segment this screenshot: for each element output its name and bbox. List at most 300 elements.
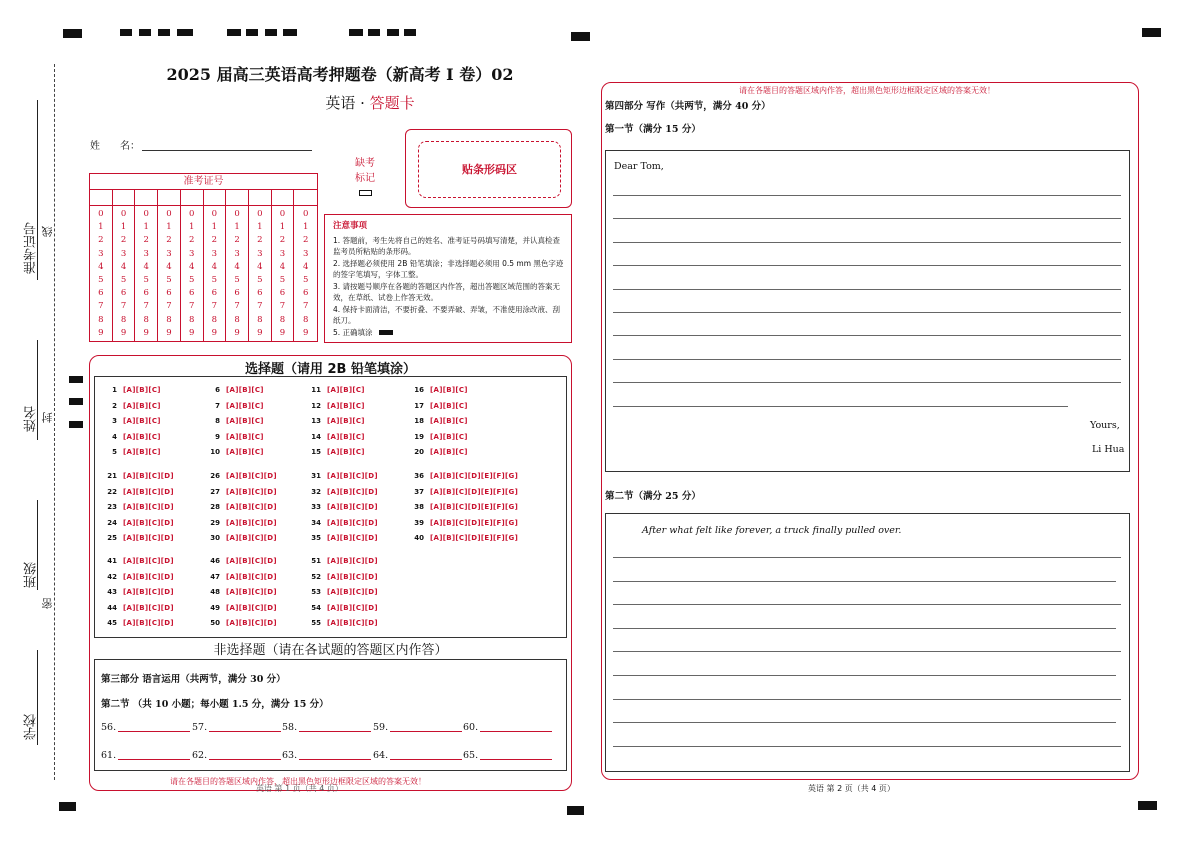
writing-line[interactable] [613, 406, 1068, 407]
blank-item [192, 722, 281, 733]
question-item [307, 433, 365, 441]
ticket-digit-option[interactable]: 0 [302, 209, 309, 219]
blank-item [463, 722, 552, 733]
writing-section2-box[interactable] [605, 513, 1130, 772]
answer-options[interactable]: [A][B][C][D] [123, 518, 174, 527]
ticket-digit-option[interactable]: 9 [98, 327, 104, 338]
ticket-digit-option[interactable]: 7 [143, 301, 149, 312]
ticket-digit-option[interactable]: 6 [143, 288, 149, 299]
answer-options[interactable]: [A][B][C] [226, 417, 264, 426]
ticket-digit-column[interactable] [90, 206, 113, 341]
question-number: 53 [311, 588, 321, 597]
ticket-digit-column[interactable] [294, 206, 317, 341]
ticket-digit-option[interactable]: 7 [257, 301, 263, 312]
question-item [410, 503, 518, 511]
answer-options[interactable]: [A][B][C] [123, 417, 161, 426]
ticket-digit-option[interactable]: 5 [211, 275, 218, 286]
ticket-digit-option[interactable]: 3 [302, 248, 309, 259]
ticket-digit-option[interactable]: 4 [234, 261, 240, 272]
ticket-digit-option[interactable]: 3 [234, 248, 240, 259]
question-item [410, 448, 468, 456]
ticket-digit-column[interactable] [135, 206, 158, 341]
writing-line[interactable] [613, 651, 1121, 652]
ticket-digit-option[interactable]: 4 [98, 261, 104, 272]
ticket-digit-option[interactable]: 2 [120, 235, 127, 246]
ticket-digit-column[interactable] [204, 206, 227, 341]
question-item [410, 433, 468, 441]
registration-mark [59, 802, 76, 811]
blank-item [463, 750, 552, 761]
writing-line[interactable] [613, 242, 1121, 243]
writing-line[interactable] [613, 335, 1121, 336]
ticket-digit-option[interactable]: 8 [188, 314, 195, 325]
answer-options[interactable]: [A][B][C][D] [123, 534, 174, 543]
question-number: 44 [107, 603, 117, 612]
ticket-digit-option[interactable]: 9 [166, 327, 172, 338]
answer-options[interactable]: [A][B][C][D][E][F][G] [430, 487, 519, 496]
ticket-number-grid [89, 173, 318, 342]
boundary-warning: 请在各题目的答题区域内作答，超出黑色矩形边框限定区域的答案无效！ [739, 86, 995, 95]
ticket-digit-option[interactable]: 3 [257, 248, 263, 259]
question-item [103, 519, 174, 527]
blank-number: 62. [192, 750, 208, 761]
ticket-digit-option[interactable]: 6 [188, 288, 195, 299]
ticket-digit-option[interactable]: 9 [257, 327, 263, 338]
ticket-digit-option[interactable]: 7 [166, 301, 172, 312]
ticket-digit-option[interactable]: 8 [257, 314, 263, 325]
ticket-digit-option[interactable]: 3 [188, 248, 195, 259]
ticket-digit-option[interactable]: 7 [211, 301, 218, 312]
page-number: 英语 第 2 页（共 4 页） [808, 784, 895, 793]
ticket-digit-option[interactable]: 1 [279, 222, 286, 233]
ticket-digit-option[interactable]: 9 [302, 327, 309, 338]
registration-mark [246, 29, 258, 36]
question-number: 15 [311, 448, 321, 457]
ticket-digit-option[interactable]: 4 [257, 261, 263, 272]
writing-line[interactable] [613, 581, 1116, 582]
subject-label: 英语 · [325, 94, 370, 112]
ticket-digit-option[interactable]: 6 [279, 288, 286, 299]
writing-line[interactable] [613, 557, 1121, 558]
ticket-digit-option[interactable]: 4 [279, 261, 286, 272]
writing-line[interactable] [613, 722, 1116, 723]
answer-options[interactable]: [A][B][C][D] [123, 472, 174, 480]
answer-options[interactable]: [A][B][C][D] [123, 557, 174, 565]
question-number: 22 [107, 487, 117, 496]
ticket-digit-option[interactable]: 5 [279, 275, 286, 286]
answer-options[interactable]: [A][B][C][D] [226, 503, 277, 512]
class-line [37, 500, 38, 590]
ticket-digit-option[interactable]: 0 [143, 209, 149, 219]
answer-options[interactable]: [A][B][C][D] [123, 603, 174, 612]
question-item [103, 448, 161, 456]
answer-options[interactable]: [A][B][C][D] [226, 572, 277, 581]
answer-options[interactable]: [A][B][C] [327, 448, 365, 457]
blank-line[interactable] [209, 731, 281, 732]
page-subtitle [90, 92, 650, 113]
registration-mark [139, 29, 151, 36]
question-item [307, 588, 378, 596]
school-line [37, 650, 38, 745]
question-item [206, 402, 264, 410]
ticket-digit-option[interactable]: 6 [98, 288, 104, 299]
blank-line[interactable] [480, 731, 552, 732]
answer-options[interactable]: [A][B][C] [327, 432, 365, 441]
ticket-digit-option[interactable]: 7 [188, 301, 195, 312]
ticket-digit-option[interactable]: 2 [279, 235, 286, 246]
ticket-number-label: 准考证号 [24, 222, 39, 274]
ticket-digit-option[interactable]: 9 [143, 327, 149, 338]
ticket-digit-option[interactable]: 8 [279, 314, 286, 325]
ticket-digit-option[interactable]: 4 [166, 261, 172, 272]
question-item [206, 519, 277, 527]
answer-options[interactable]: [A][B][C][D] [226, 588, 277, 597]
ticket-digit-option[interactable]: 0 [279, 209, 286, 219]
blank-item [373, 722, 462, 733]
answer-options[interactable]: [A][B][C][D] [123, 588, 174, 597]
writing-line[interactable] [613, 195, 1121, 196]
blank-item [101, 750, 190, 761]
question-number: 33 [311, 503, 321, 512]
ticket-digit-option[interactable]: 2 [257, 235, 263, 246]
ticket-digit-option[interactable]: 8 [211, 314, 218, 325]
answer-options[interactable]: [A][B][C] [226, 432, 264, 441]
question-item [103, 588, 174, 596]
question-item [206, 448, 264, 456]
question-item [307, 402, 365, 410]
question-item [307, 604, 378, 612]
writing-line[interactable] [613, 359, 1121, 360]
notes-item: 4. 保持卡面清洁，不要折叠、不要弄破、弄皱，不准使用涂改液、刮纸刀。 [333, 304, 561, 325]
subjective-title: 非选择题（请在各试题的答题区内作答） [213, 643, 448, 658]
registration-mark [265, 29, 277, 36]
ticket-digit-option[interactable]: 5 [234, 275, 240, 286]
ticket-digit-option[interactable]: 4 [188, 261, 195, 272]
ticket-digit-option[interactable]: 8 [143, 314, 149, 325]
ticket-digit-option[interactable]: 5 [120, 275, 127, 286]
ticket-number-line [37, 100, 38, 280]
writing-line[interactable] [613, 265, 1121, 266]
answer-options[interactable]: [A][B][C] [430, 417, 468, 426]
answer-options[interactable]: [A][B][C][D] [226, 518, 277, 527]
answer-options[interactable]: [A][B][C][D] [123, 572, 174, 581]
ticket-digit-option[interactable]: 6 [120, 288, 127, 299]
answer-options[interactable]: [A][B][C][D] [327, 518, 378, 527]
question-number: 19 [414, 432, 424, 441]
ticket-digit-option[interactable]: 9 [211, 327, 218, 338]
writing-line[interactable] [613, 289, 1121, 290]
answer-options[interactable]: [A][B][C][D][E][F][G] [430, 534, 519, 543]
ticket-digit-option[interactable]: 8 [166, 314, 172, 325]
answer-options[interactable]: [A][B][C][D] [226, 472, 277, 480]
answer-options[interactable]: [A][B][C] [327, 386, 365, 394]
question-number: 42 [107, 572, 117, 581]
answer-options[interactable]: [A][B][C][D] [327, 619, 378, 628]
answer-options[interactable]: [A][B][C][D] [123, 619, 174, 628]
ticket-digit-option[interactable]: 7 [302, 301, 309, 312]
question-number: 49 [210, 603, 220, 612]
answer-options[interactable]: [A][B][C] [123, 401, 161, 410]
ticket-digit-option[interactable]: 1 [188, 222, 195, 233]
answer-options[interactable]: [A][B][C] [430, 432, 468, 441]
question-item [103, 604, 174, 612]
question-item [307, 386, 365, 394]
ticket-digit-option[interactable]: 0 [211, 209, 218, 219]
question-number: 26 [210, 472, 220, 480]
letter-closing: Yours, [1090, 420, 1120, 431]
registration-mark [63, 29, 82, 38]
writing-section1-box[interactable] [605, 150, 1130, 472]
question-item [103, 472, 174, 480]
boundary-warning: 请在各题目的答题区域内作答，超出黑色矩形边框限定区域的答案无效！ [170, 777, 426, 786]
ticket-digit-option[interactable]: 0 [166, 209, 172, 219]
question-number: 16 [414, 386, 424, 394]
ticket-digit-option[interactable]: 6 [211, 288, 218, 299]
answer-options[interactable]: [A][B][C][D] [327, 472, 378, 480]
ticket-digit-option[interactable]: 2 [211, 235, 218, 246]
ticket-digit-option[interactable]: 1 [257, 222, 263, 233]
question-number: 36 [414, 472, 424, 480]
question-number: 30 [210, 534, 220, 543]
answer-options[interactable]: [A][B][C][D][E][F][G] [430, 472, 519, 480]
answer-options[interactable]: [A][B][C] [430, 448, 468, 457]
answer-options[interactable]: [A][B][C] [430, 401, 468, 410]
registration-mark [349, 29, 363, 36]
question-item [410, 386, 468, 394]
ticket-digit-option[interactable]: 8 [234, 314, 240, 325]
answer-options[interactable]: [A][B][C][D] [226, 619, 277, 628]
writing-line[interactable] [613, 628, 1116, 629]
answer-options[interactable]: [A][B][C][D] [327, 572, 378, 581]
answer-options[interactable]: [A][B][C] [123, 386, 161, 394]
question-number: 40 [414, 534, 424, 543]
absent-mark-box[interactable] [359, 190, 372, 196]
ticket-digit-option[interactable]: 1 [120, 222, 127, 233]
ticket-digit-option[interactable]: 2 [188, 235, 195, 246]
answer-options[interactable]: [A][B][C][D] [327, 588, 378, 597]
question-item [307, 557, 378, 565]
answer-options[interactable]: [A][B][C][D][E][F][G] [430, 518, 519, 527]
writing-line[interactable] [613, 746, 1121, 747]
writing-line[interactable] [613, 675, 1116, 676]
ticket-digit-option[interactable]: 6 [234, 288, 240, 299]
ticket-digit-option[interactable]: 0 [120, 209, 127, 219]
question-number: 28 [210, 503, 220, 512]
answer-options[interactable]: [A][B][C][D] [327, 603, 378, 612]
ticket-digit-option[interactable]: 6 [302, 288, 309, 299]
ticket-digit-option[interactable]: 9 [234, 327, 240, 338]
answer-options[interactable]: [A][B][C] [430, 386, 468, 394]
registration-mark [120, 29, 132, 36]
question-item [307, 573, 378, 581]
blank-line[interactable] [118, 731, 190, 732]
question-number: 13 [311, 417, 321, 426]
ticket-digit-option[interactable]: 0 [234, 209, 240, 219]
ticket-digit-option[interactable]: 5 [257, 275, 263, 286]
answer-options[interactable]: [A][B][C][D] [226, 603, 277, 612]
question-item [206, 488, 277, 496]
ticket-digit-column[interactable] [113, 206, 136, 341]
question-item [206, 503, 277, 511]
answer-options[interactable]: [A][B][C][D][E][F][G] [430, 503, 519, 512]
ticket-digit-option[interactable]: 1 [166, 222, 172, 233]
ticket-digit-option[interactable]: 4 [211, 261, 218, 272]
ticket-digit-option[interactable]: 1 [234, 222, 240, 233]
ticket-number-write-row[interactable] [90, 190, 317, 206]
part3-section2-title: 第二节 （共 10 小题；每小题 1.5 分，满分 15 分） [101, 699, 329, 710]
question-number: 32 [311, 487, 321, 496]
question-item [307, 448, 365, 456]
answer-options[interactable]: [A][B][C] [123, 448, 161, 457]
name-field[interactable] [142, 150, 312, 151]
answer-options[interactable]: [A][B][C] [226, 386, 264, 394]
ticket-digit-option[interactable]: 7 [234, 301, 240, 312]
ticket-digit-option[interactable]: 3 [279, 248, 286, 259]
writing-line[interactable] [613, 699, 1121, 700]
ticket-digit-option[interactable]: 3 [143, 248, 149, 259]
ticket-digit-option[interactable]: 5 [98, 275, 104, 286]
ticket-digit-column[interactable] [272, 206, 295, 341]
blank-line[interactable] [118, 759, 190, 760]
ticket-digit-option[interactable]: 9 [120, 327, 127, 338]
registration-mark [69, 398, 83, 405]
question-number: 25 [107, 534, 117, 543]
ticket-digit-columns[interactable] [90, 206, 317, 341]
registration-mark [368, 29, 380, 36]
ticket-digit-option[interactable]: 0 [188, 209, 195, 219]
question-item [307, 519, 378, 527]
answer-options[interactable]: [A][B][C][D] [226, 487, 277, 496]
question-item [206, 433, 264, 441]
ticket-digit-option[interactable]: 3 [166, 248, 172, 259]
blank-item [192, 750, 281, 761]
answer-options[interactable]: [A][B][C][D] [123, 487, 174, 496]
writing-line[interactable] [613, 312, 1121, 313]
answer-options[interactable]: [A][B][C] [327, 417, 365, 426]
name-line [37, 340, 38, 440]
ticket-digit-option[interactable]: 3 [98, 248, 104, 259]
ticket-digit-option[interactable]: 1 [302, 222, 309, 233]
ticket-digit-option[interactable]: 1 [211, 222, 218, 233]
answer-options[interactable]: [A][B][C][D] [327, 487, 378, 496]
notes-item: 1. 答题前，考生先将自己的姓名、准考证号码填写清楚，并认真检查监考员所粘贴的条形码。 [333, 235, 561, 256]
question-number: 27 [210, 487, 220, 496]
name-field-label: 姓 名： [90, 141, 140, 152]
ticket-digit-option[interactable]: 1 [143, 222, 149, 233]
registration-mark [158, 29, 170, 36]
answer-options[interactable]: [A][B][C] [226, 401, 264, 410]
school-label: 学校 [24, 714, 39, 740]
answer-options[interactable]: [A][B][C] [226, 448, 264, 457]
ticket-digit-option[interactable]: 7 [98, 301, 104, 312]
answer-options[interactable]: [A][B][C][D] [327, 557, 378, 565]
objective-title: 选择题（请用 2B 铅笔填涂） [244, 362, 416, 377]
ticket-digit-option[interactable]: 9 [279, 327, 286, 338]
question-number: 54 [311, 603, 321, 612]
ticket-digit-option[interactable]: 4 [120, 261, 127, 272]
writing-line[interactable] [613, 382, 1121, 383]
question-number: 41 [107, 557, 117, 565]
question-number: 48 [210, 588, 220, 597]
ticket-digit-option[interactable]: 7 [279, 301, 286, 312]
question-item [410, 519, 518, 527]
ticket-digit-option[interactable]: 7 [120, 301, 127, 312]
blank-line[interactable] [480, 759, 552, 760]
ticket-digit-column[interactable] [181, 206, 204, 341]
ticket-digit-column[interactable] [249, 206, 272, 341]
ticket-digit-option[interactable]: 5 [143, 275, 149, 286]
ticket-digit-option[interactable]: 0 [98, 209, 104, 219]
registration-mark [69, 421, 83, 428]
blank-line[interactable] [299, 731, 371, 732]
registration-mark [1142, 28, 1161, 37]
ticket-digit-option[interactable]: 2 [234, 235, 240, 246]
question-item [307, 488, 378, 496]
blank-line[interactable] [209, 759, 281, 760]
ticket-digit-option[interactable]: 5 [166, 275, 172, 286]
ticket-digit-option[interactable]: 5 [302, 275, 309, 286]
answer-options[interactable]: [A][B][C][D] [327, 503, 378, 512]
answer-options[interactable]: [A][B][C][D] [327, 534, 378, 543]
question-item [103, 417, 161, 425]
ticket-digit-option[interactable]: 6 [166, 288, 172, 299]
question-item [307, 534, 378, 542]
writing-line[interactable] [613, 218, 1121, 219]
question-number: 9 [215, 432, 220, 441]
question-item [410, 417, 468, 425]
answer-options[interactable]: [A][B][C] [123, 432, 161, 441]
ticket-digit-option[interactable]: 6 [257, 288, 263, 299]
question-item [206, 604, 277, 612]
question-number: 8 [215, 417, 220, 426]
ticket-digit-option[interactable]: 2 [166, 235, 172, 246]
question-number: 55 [311, 619, 321, 628]
blank-line[interactable] [390, 731, 462, 732]
question-item [206, 557, 277, 565]
ticket-digit-option[interactable]: 8 [98, 314, 104, 325]
ticket-digit-option[interactable]: 3 [120, 248, 127, 259]
question-number: 2 [112, 401, 117, 410]
answer-options[interactable]: [A][B][C] [327, 401, 365, 410]
ticket-digit-option[interactable]: 2 [302, 235, 309, 246]
writing-line[interactable] [613, 604, 1121, 605]
ticket-digit-option[interactable]: 4 [143, 261, 149, 272]
ticket-digit-option[interactable]: 3 [211, 248, 218, 259]
ticket-digit-option[interactable]: 5 [188, 275, 195, 286]
registration-mark [177, 29, 193, 36]
ticket-digit-option[interactable]: 2 [98, 235, 104, 246]
ticket-digit-option[interactable]: 8 [120, 314, 127, 325]
ticket-digit-column[interactable] [226, 206, 249, 341]
answer-options[interactable]: [A][B][C][D] [226, 534, 277, 543]
blank-line[interactable] [299, 759, 371, 760]
question-item [410, 534, 518, 542]
ticket-digit-option[interactable]: 0 [257, 209, 263, 219]
question-number: 46 [210, 557, 220, 565]
ticket-digit-column[interactable] [158, 206, 181, 341]
ticket-digit-option[interactable]: 8 [302, 314, 309, 325]
answer-options[interactable]: [A][B][C][D] [226, 557, 277, 565]
correct-fill-sample [379, 330, 393, 335]
ticket-digit-option[interactable]: 4 [302, 261, 309, 272]
answer-options[interactable]: [A][B][C][D] [123, 503, 174, 512]
blank-line[interactable] [390, 759, 462, 760]
ticket-digit-option[interactable]: 2 [143, 235, 149, 246]
question-number: 18 [414, 417, 424, 426]
name-label: 姓名 [24, 406, 39, 432]
ticket-digit-option[interactable]: 1 [98, 222, 104, 233]
ticket-digit-option[interactable]: 9 [188, 327, 195, 338]
